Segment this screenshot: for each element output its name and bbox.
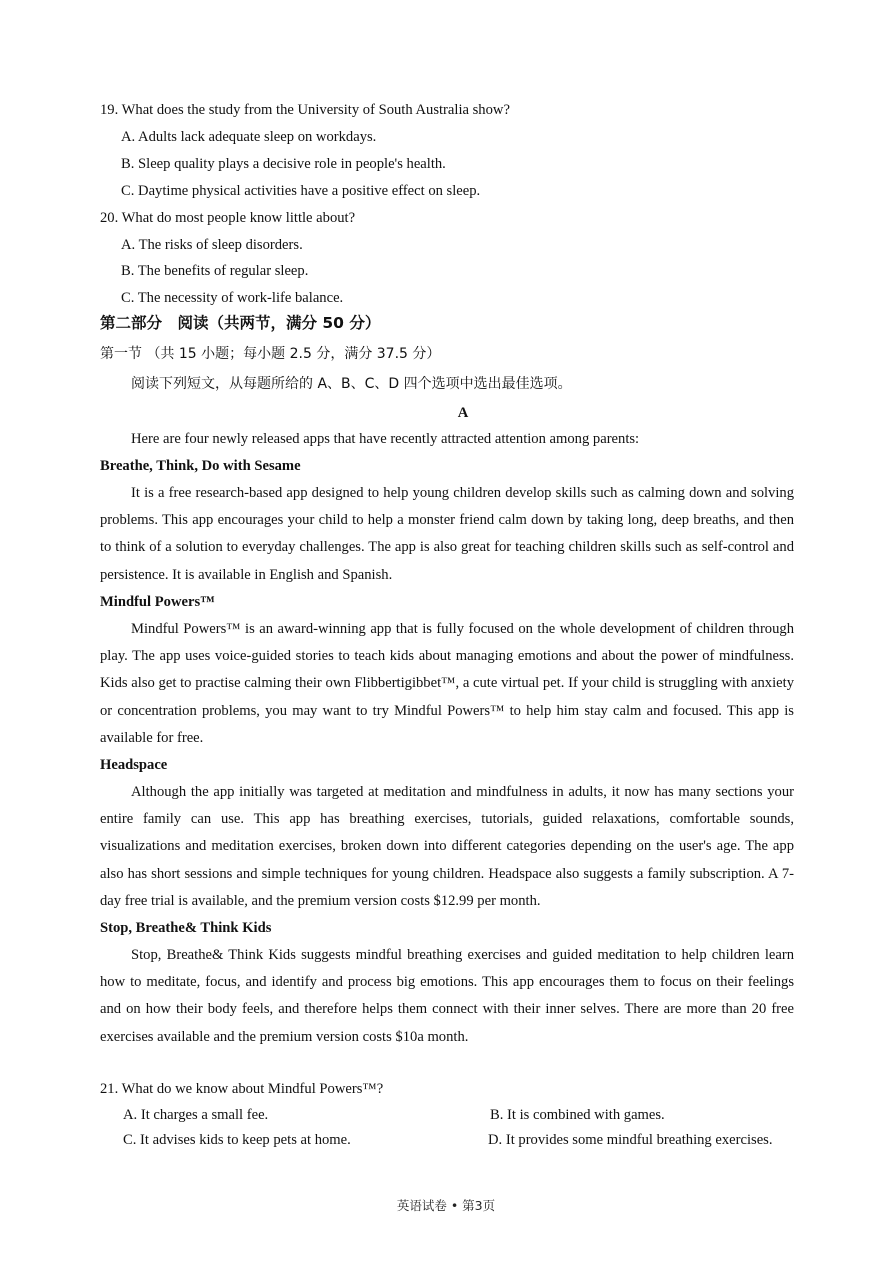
section-title: 第一节 （共 15 小题；每小题 2.5 分，满分 37.5 分）	[100, 346, 441, 362]
app-body-sesame: It is a free research-based app designed to help young children develop skills such as calming down and solving problems. This app encourages your child to help a monster friend calm down by taking long, deep breaths, and then to think of a solution to everyday challenges. The app is also great for teaching children skills such as self-control and persistence. It is available in English and Spanish.	[100, 485, 794, 583]
app-title-stop-breathe-think: Stop, Breathe& Think Kids	[100, 920, 272, 936]
question-19-option-c: C. Daytime physical activities have a positive effect on sleep.	[121, 183, 481, 199]
passage-intro: Here are four newly released apps that have recently attracted attention among parents:	[131, 431, 640, 447]
question-21-option-a: A. It charges a small fee.	[123, 1107, 269, 1123]
page-footer: 英语试卷 • 第3页	[396, 1198, 496, 1213]
app-body-stop-breathe-think: Stop, Breathe& Think Kids suggests mindful breathing exercises and guided meditation to help children learn how to meditate, focus, and identify and process big emotions. This app encourages them to focus on their feelings and on how their body feels, and therefore helps them connect with their inner selves. There are more than 20 free exercises available and the premium version costs $10a month.	[100, 947, 794, 1045]
question-21-option-b: B. It is combined with games.	[490, 1107, 665, 1123]
question-19-stem: 19. What does the study from the University of South Australia show?	[100, 102, 510, 118]
app-body-headspace: Although the app initially was targeted at meditation and mindfulness in adults, it now has many sections your entire family can use. This app has breathing exercises, tutorials, guided relaxations, comfortable sounds, visualizations and meditation exercises, broken down into different categories depending on the user's age. The app also has short sessions and simple techniques for young children. Headspace also suggests a family subscription. A 7-day free trial is available, and the premium version costs $12.99 per month.	[100, 784, 794, 909]
question-20-option-a: A. The risks of sleep disorders.	[121, 237, 303, 253]
question-20-option-b: B. The benefits of regular sleep.	[121, 263, 309, 279]
question-19-option-b: B. Sleep quality plays a decisive role in people's health.	[121, 156, 446, 172]
question-21-stem: 21. What do we know about Mindful Powers™?	[100, 1081, 384, 1097]
question-21-option-c: C. It advises kids to keep pets at home.	[123, 1132, 351, 1148]
app-title-mindful-powers: Mindful Powers™	[100, 594, 215, 610]
app-body-mindful-powers: Mindful Powers™ is an award-winning app that is fully focused on the whole development of children through play. The app uses voice-guided stories to teach kids about managing emotions and about the power of mindfulness. Kids also get to practise calming their own Flibbertigibbet™, a cute virtual pet. If your child is struggling with anxiety or concentration problems, you may want to try Mindful Powers™ to help him stay calm and focused. This app is available for free.	[100, 621, 794, 746]
question-20-stem: 20. What do most people know little about?	[100, 210, 356, 226]
app-title-sesame: Breathe, Think, Do with Sesame	[100, 458, 301, 474]
question-19-option-a: A. Adults lack adequate sleep on workdays.	[121, 129, 377, 145]
question-21-option-d: D. It provides some mindful breathing exercises.	[488, 1132, 773, 1148]
part-title: 第二部分 阅读（共两节，满分 50 分）	[100, 314, 381, 332]
app-title-headspace: Headspace	[100, 757, 168, 773]
question-20-option-c: C. The necessity of work-life balance.	[121, 290, 344, 306]
instruction: 阅读下列短文，从每题所给的 A、B、C、D 四个选项中选出最佳选项。	[131, 376, 572, 392]
passage-label: A	[457, 405, 469, 421]
